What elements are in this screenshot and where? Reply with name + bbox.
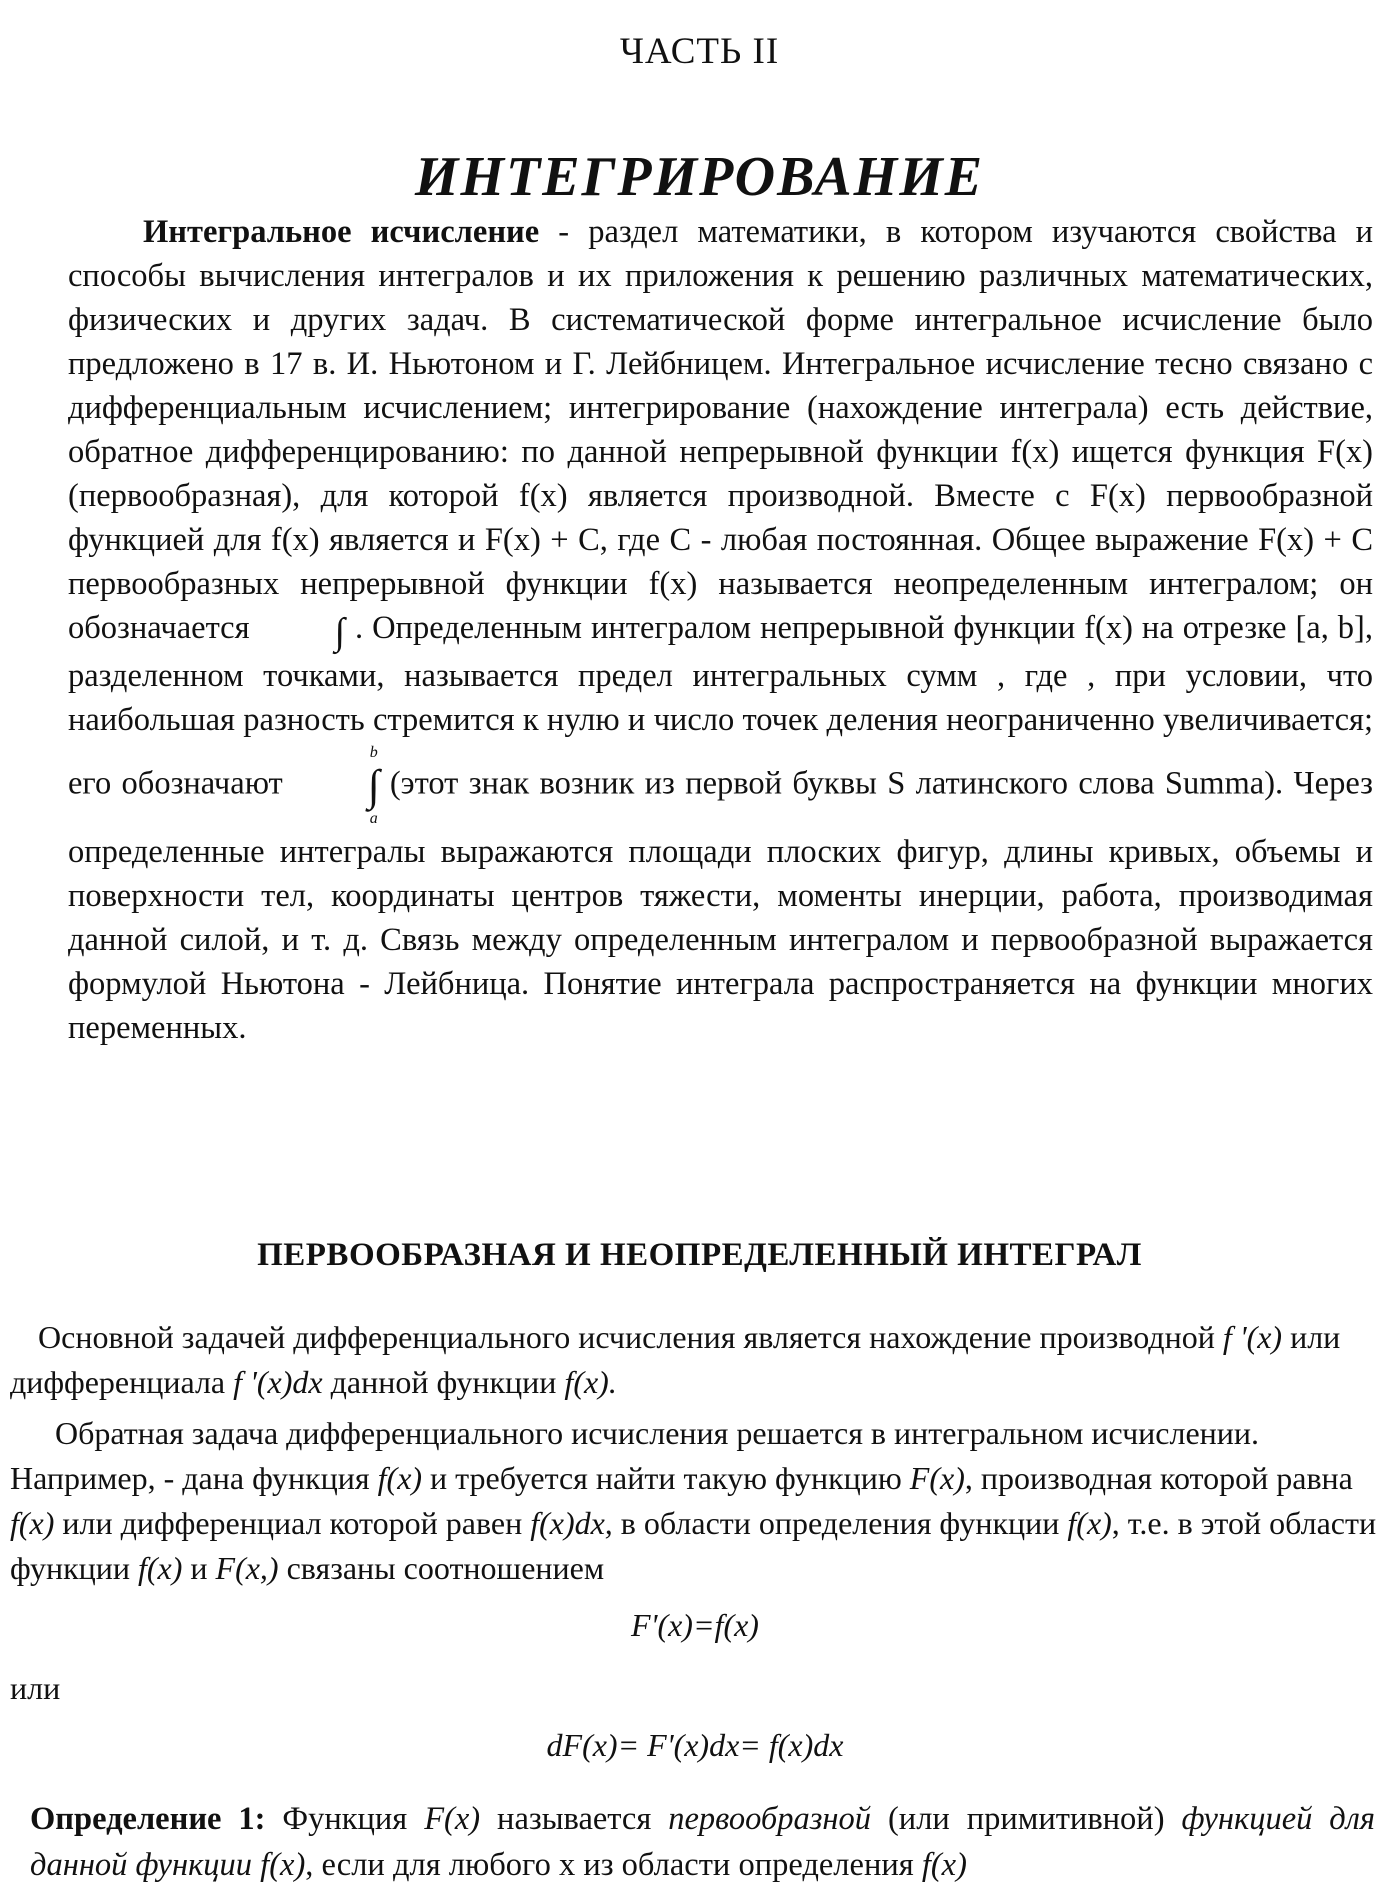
text-run: Основной задачей дифференциального исчисления является нахождение производной <box>38 1319 1223 1355</box>
text-run: Функция <box>265 1801 425 1837</box>
integral-icon: ∫ <box>334 611 345 653</box>
definition-label: Определение 1: <box>30 1801 266 1837</box>
part-label: ЧАСТЬ II <box>619 31 780 72</box>
intro-text-2: . Определенным интегралом непрерывной функции f(x) на отрезке [a, b], разделенном точками, называется предел интегральных сумм , где , при условии, что наибольшая разность стремится к нулю и число точек деления неограниченно увеличивается; его обозначают <box>68 610 1373 802</box>
definite-integral-icon <box>293 742 380 830</box>
text-run: или дифференциал которой равен <box>54 1505 531 1541</box>
intro-term: Интегральное исчисление <box>143 214 540 250</box>
page-title: ИНТЕГРИРОВАНИЕ <box>414 146 985 208</box>
math-run: f '(x) <box>1222 1319 1283 1355</box>
math-run: f(x) <box>1067 1505 1112 1541</box>
definition-term: первообразной <box>668 1801 872 1837</box>
math-run: f '(x)dx <box>233 1364 323 1400</box>
math-run: f(x) <box>10 1505 55 1541</box>
text-run: и требуется найти такую функцию <box>422 1460 910 1496</box>
text-run: , если для любого x из области определения <box>305 1847 922 1883</box>
text-run: связаны соотношением <box>278 1550 605 1586</box>
intro-paragraph <box>68 210 1373 1050</box>
integral-lower-limit: a <box>369 810 378 827</box>
math-run: f(x) <box>921 1847 967 1883</box>
math-run: f(x) <box>377 1460 423 1496</box>
text-run: данной функции <box>322 1364 565 1400</box>
math-run: F(x,) <box>215 1550 279 1586</box>
text-run: называется <box>480 1801 669 1837</box>
definition-term: функцией для данной функции f(x) <box>30 1801 1376 1883</box>
section-paragraph-1 <box>10 1315 1380 1405</box>
integral-upper-limit: b <box>369 744 378 761</box>
formula-1: F'(x)=f(x) <box>631 1607 759 1643</box>
section-body <box>10 1315 1380 1786</box>
formula-2: dF(x)= F'(x)dx= f(x)dx <box>546 1727 844 1763</box>
text-run: в области определения функции <box>612 1505 1068 1541</box>
intro-text-1: - раздел математики, в котором изучаются свойства и способы вычисления интегралов и их приложения к решению различных математических, физических и других задач. В систематической форме интегральное исчисление было предложено в 17 в. И. Ньютоном и Г. Лейбницем. Интегральное исчисление тесно связано с дифференциальным исчислением; интегрирование (нахождение интеграла) есть действие, обратное дифференцированию: по данной непрерывной функции f(x) ищется функция F(x) (первообразная), для которой f(x) является производной. Вместе с F(x) первообразной функцией для f(x) является и F(x) + C, где C - любая постоянная. Общее выражение F(x) + C первообразных непрерывной функции f(x) называется неопределенным интегралом; он обозначается <box>68 214 1373 646</box>
text-run: Обратная задача дифференциального исчисления решается в интегральном исчислении. Например, - дана функция <box>10 1415 1260 1496</box>
math-run: f(x). <box>564 1364 617 1400</box>
text-run: (или примитивной) <box>871 1801 1182 1837</box>
section-heading: ПЕРВООБРАЗНАЯ И НЕОПРЕДЕЛЕННЫЙ ИНТЕГРАЛ <box>257 1237 1142 1273</box>
text-run: , производная которой равна <box>964 1460 1353 1496</box>
definition-paragraph <box>30 1796 1375 1888</box>
text-run: и <box>182 1550 216 1586</box>
math-run: F(x) <box>909 1460 965 1496</box>
intro-text-3: (этот знак возник из первой буквы S латинского слова Summa). Через определенные интегралы выражаются площади плоских фигур, длины кривых, объемы и поверхности тел, координаты центров тяжести, моменты инерции, работа, производимая данной силой, и т. д. Связь между определенным интегралом и первообразной выражается формулой Ньютона - Лейбница. Понятие интеграла распространяется на функции многих переменных. <box>68 765 1373 1046</box>
or-text: или <box>10 1670 61 1706</box>
math-run: f(x)dx, <box>530 1505 613 1541</box>
integral-sign: ∫ <box>367 761 380 810</box>
section-paragraph-2 <box>10 1411 1380 1591</box>
text-run: или дифференциала <box>10 1319 1341 1400</box>
text-run: , т.е. в этой области функции <box>10 1505 1377 1586</box>
math-run: f(x) <box>137 1550 183 1586</box>
math-run: F(x) <box>424 1801 481 1837</box>
